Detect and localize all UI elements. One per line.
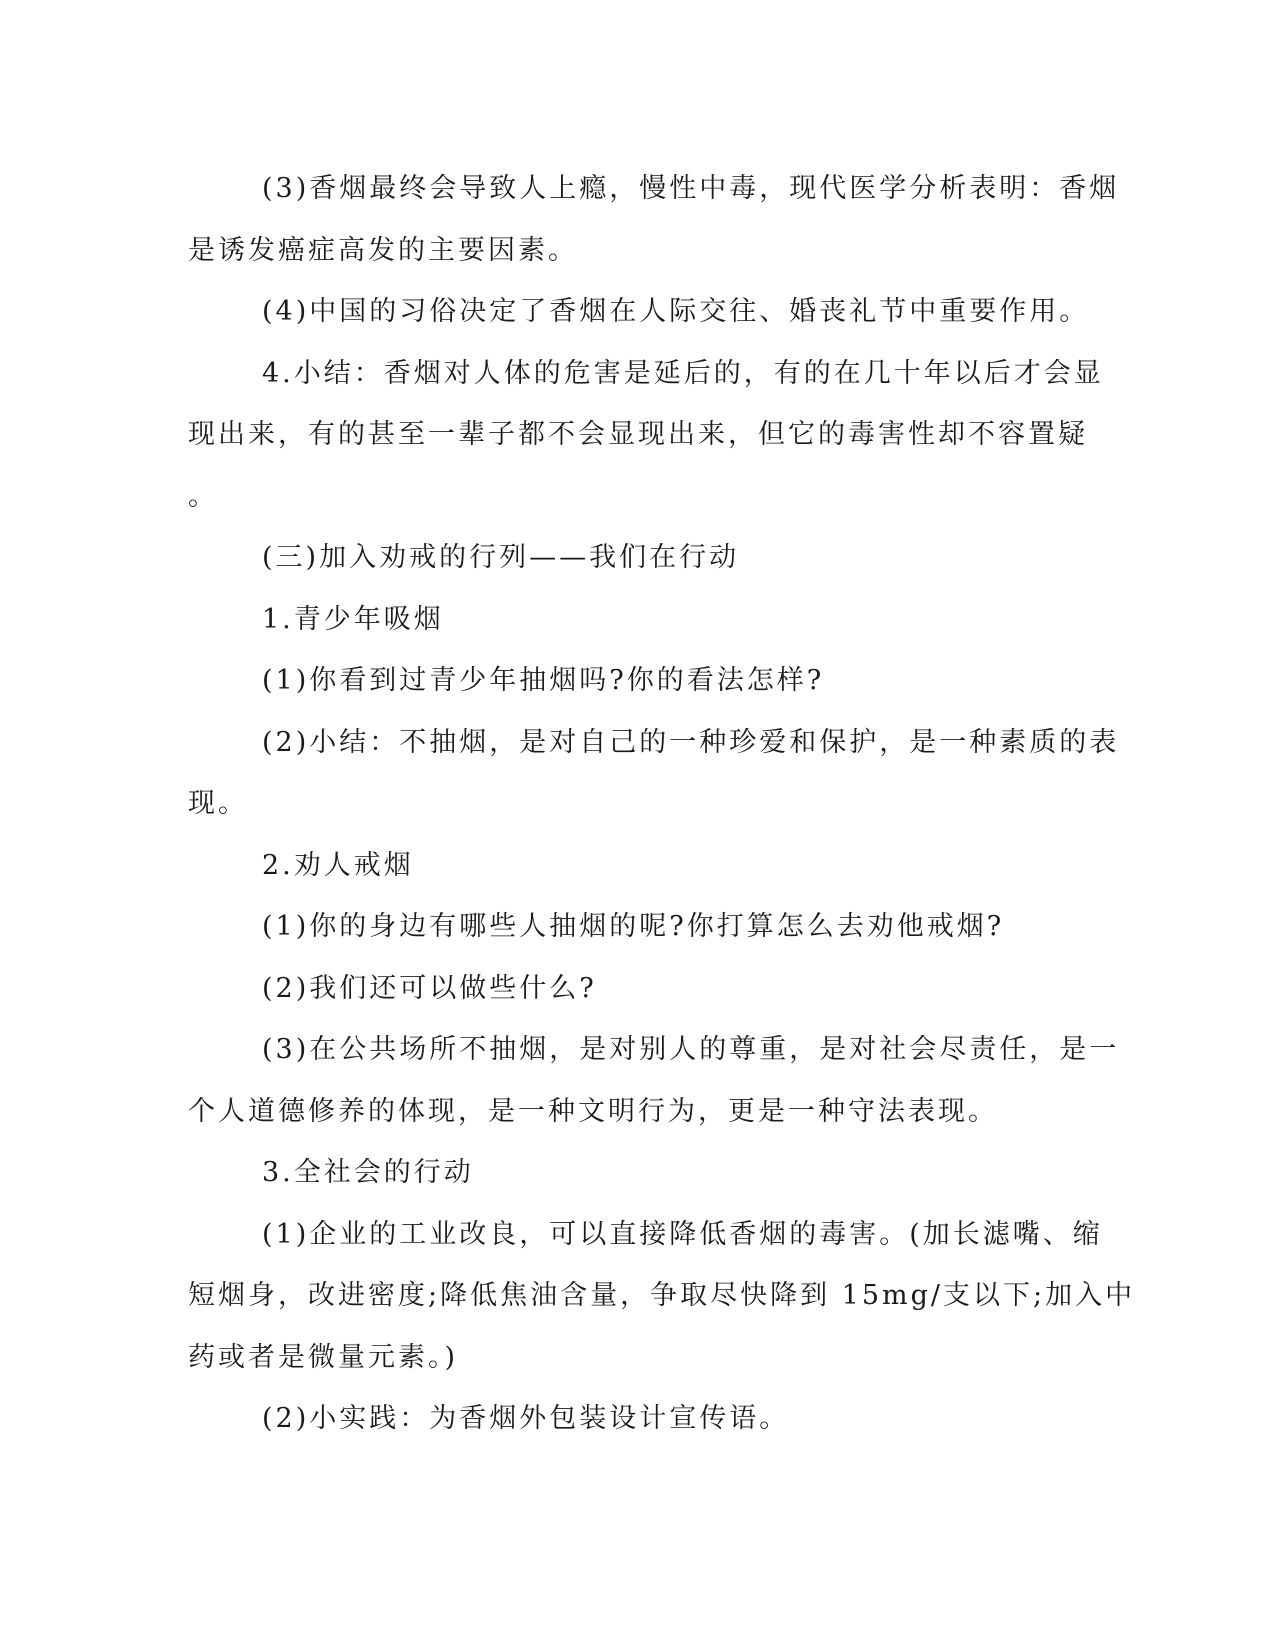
paragraph-10 <box>188 958 1068 1020</box>
text-line: 现出来，有的甚至一辈子都不会显现出来，但它的毒害性却不容置疑 <box>188 419 1088 450</box>
text-line: (3)香烟最终会导致人上瘾，慢性中毒，现代医学分析表明：香烟 <box>262 173 1120 204</box>
text-line: 。 <box>188 480 218 512</box>
paragraph-3 <box>188 343 1104 528</box>
paragraph-13 <box>188 1204 1136 1389</box>
text-line: (3)在公共场所不抽烟，是对别人的尊重，是对社会尽责任，是一 <box>262 1034 1120 1065</box>
paragraph-11 <box>188 1019 1120 1142</box>
text-line: 现。 <box>188 788 248 819</box>
text-line: (1)你的身边有哪些人抽烟的呢?你打算怎么去劝他戒烟? <box>262 911 1005 942</box>
text-line: (三)加入劝戒的行列——我们在行动 <box>262 542 740 573</box>
text-line: 短烟身，改进密度;降低焦油含量，争取尽快降到 15mg/支以下;加入中 <box>188 1280 1136 1311</box>
paragraph-1 <box>188 158 1120 281</box>
subheading-1 <box>188 589 1068 651</box>
subheading-2 <box>188 835 1068 897</box>
document-page <box>188 158 1136 1450</box>
text-line: (1)你看到过青少年抽烟吗?你的看法怎样? <box>262 665 825 696</box>
text-line: (1)企业的工业改良，可以直接降低香烟的毒害。(加长滤嘴、缩 <box>262 1218 1103 1250</box>
paragraph-14 <box>188 1388 1068 1450</box>
text-line: 3.全社会的行动 <box>262 1157 474 1188</box>
paragraph-7 <box>188 712 1120 835</box>
text-line: 2.劝人戒烟 <box>262 849 414 881</box>
text-line: 4.小结：香烟对人体的危害是延后的，有的在几十年以后才会显 <box>262 357 1104 389</box>
text-line: (2)小结：不抽烟，是对自己的一种珍爱和保护，是一种素质的表 <box>262 726 1120 758</box>
text-line: 1.青少年吸烟 <box>262 603 444 635</box>
text-line: (4)中国的习俗决定了香烟在人际交往、婚丧礼节中重要作用。 <box>262 296 1090 327</box>
text-line: 是诱发癌症高发的主要因素。 <box>188 234 578 266</box>
paragraph-6 <box>188 650 1068 712</box>
text-line: 个人道德修养的体现，是一种文明行为，更是一种守法表现。 <box>188 1095 998 1127</box>
text-line: 药或者是微量元素。) <box>188 1341 459 1373</box>
section-heading <box>188 527 1068 589</box>
text-line: (2)我们还可以做些什么? <box>262 972 597 1004</box>
paragraph-9 <box>188 896 1068 958</box>
paragraph-2 <box>188 281 1090 343</box>
text-line: (2)小实践：为香烟外包装设计宣传语。 <box>262 1403 790 1434</box>
subheading-3 <box>188 1142 1068 1204</box>
